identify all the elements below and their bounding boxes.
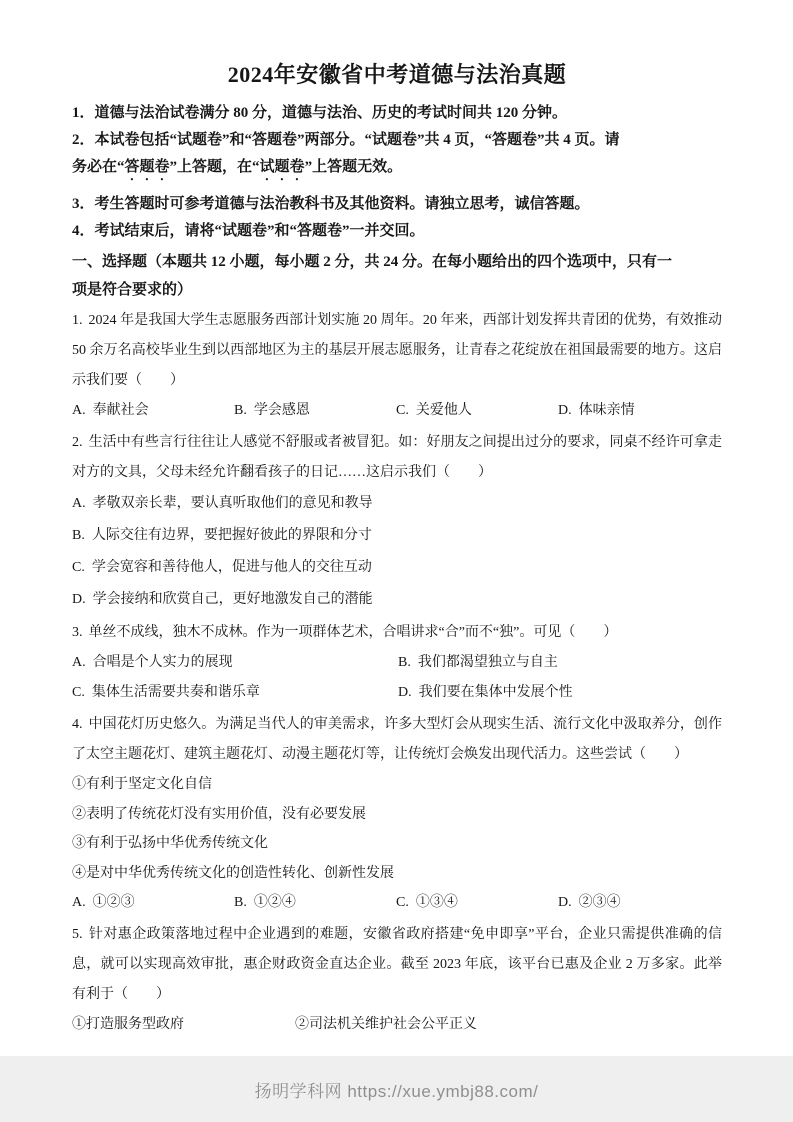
- question-3-number: 3.: [72, 625, 83, 640]
- question-1-stem: [72, 306, 722, 396]
- question-3-option-a: [72, 648, 398, 678]
- option-d-label: D.: [558, 895, 572, 910]
- notice-2-emphasized-question-sheet: 试题卷: [259, 159, 305, 175]
- question-3-stem-text: 单丝不成线，独木不成林。作为一项群体艺术，合唱讲求“合”而不“独”。可见（ ）: [88, 625, 618, 640]
- option-b-text: ①②④: [253, 895, 296, 910]
- question-4-option-a: [72, 888, 234, 918]
- question-3-option-c: [72, 678, 398, 708]
- option-d-label: D.: [558, 403, 572, 418]
- question-3-options-row-1: [72, 648, 722, 678]
- notice-4-text: 考试结束后，请将“试题卷”和“答题卷”一并交回。: [94, 223, 425, 239]
- option-c-text: ①③④: [415, 895, 458, 910]
- option-c-label: C.: [396, 895, 409, 910]
- option-b-text: 我们都渴望独立与自主: [417, 655, 558, 670]
- notice-2-part: ”上答题，在“: [169, 159, 260, 175]
- notice-2-emphasized-answer-sheet: 答题卷: [124, 159, 170, 175]
- question-5-stem: [72, 920, 722, 1010]
- question-2-stem-text: 生活中有些言行往往让人感觉不舒服或者被冒犯。如：好朋友之间提出过分的要求，同桌不经许可拿走对方的文具，父母未经允许翻看孩子的日记……这启示我们（ ）: [72, 435, 722, 480]
- notice-1-text: 道德与法治试卷满分 80 分，道德与法治、历史的考试时间共 120 分钟。: [94, 105, 568, 121]
- question-1-number: 1.: [72, 313, 83, 328]
- notice-3-number: 3．: [72, 196, 95, 212]
- question-4: [72, 710, 722, 918]
- question-2-option-c: [72, 552, 722, 584]
- question-1-options: [72, 396, 722, 426]
- question-1: [72, 306, 722, 426]
- question-3: [72, 618, 722, 708]
- question-1-option-a: [72, 396, 234, 426]
- question-4-statement-1: ①有利于坚定文化自信: [72, 777, 212, 792]
- question-4-statement-2: ②表明了传统花灯没有实用价值，没有必要发展: [72, 806, 366, 822]
- option-d-text: 学会接纳和欣赏自己，更好地激发自己的潜能: [92, 592, 373, 607]
- notice-2-part: 务必在“: [72, 159, 125, 175]
- option-b-label: B.: [398, 655, 411, 670]
- page-title: 2024年安徽省中考道德与法治真题: [227, 62, 567, 87]
- notice-4-number: 4．: [72, 223, 95, 239]
- section-header-line-2: 项是符合要求的）: [72, 281, 193, 298]
- option-b-text: 人际交往有边界，要把握好彼此的界限和分寸: [91, 528, 372, 543]
- question-4-number: 4.: [72, 717, 83, 732]
- question-2-stem: [72, 428, 722, 488]
- exam-notice-1: [72, 100, 722, 127]
- option-a-label: A.: [72, 496, 86, 511]
- option-a-text: 合唱是个人实力的展现: [92, 655, 233, 670]
- option-a-label: A.: [72, 655, 86, 670]
- notice-1-number: 1．: [72, 105, 95, 121]
- question-4-option-d: [558, 888, 722, 918]
- question-5-statement-1: ①打造服务型政府: [72, 1017, 184, 1032]
- option-d-text: 体味亲情: [578, 403, 635, 418]
- notice-3-text: 考生答题时可参考道德与法治教科书及其他资料。请独立思考，诚信答题。: [94, 196, 590, 212]
- question-5-statements-row: [72, 1010, 722, 1040]
- exam-notice-2-line-1: [72, 127, 722, 154]
- option-b-label: B.: [72, 528, 85, 543]
- question-2-option-a: [72, 488, 722, 520]
- option-d-label: D.: [398, 685, 412, 700]
- question-3-options-row-2: [72, 678, 722, 708]
- exam-notice-2-line-2: [72, 154, 722, 184]
- question-3-option-b: [398, 648, 722, 678]
- footer-site-credit: 扬明学科网 https://xue.ymbj88.com/: [254, 1081, 539, 1101]
- footer-bar: [0, 1056, 793, 1122]
- question-4-statement-3: ③有利于弘扬中华优秀传统文化: [72, 836, 268, 851]
- question-5-number: 5.: [72, 927, 83, 942]
- question-4-option-b: [234, 888, 396, 918]
- option-a-text: 奉献社会: [92, 403, 149, 418]
- exam-notice-3: [72, 191, 722, 218]
- question-5-statement-2: ②司法机关维护社会公平正义: [295, 1017, 477, 1032]
- option-c-label: C.: [72, 560, 85, 575]
- exam-notice-4: [72, 218, 722, 245]
- option-c-label: C.: [72, 685, 85, 700]
- question-4-statement-4: ④是对中华优秀传统文化的创造性转化、创新性发展: [72, 865, 394, 881]
- question-4-option-c: [396, 888, 558, 918]
- option-b-text: 学会感恩: [253, 403, 310, 418]
- option-a-label: A.: [72, 895, 86, 910]
- option-b-label: B.: [234, 403, 247, 418]
- notice-2-number: 2．: [72, 132, 95, 148]
- option-a-label: A.: [72, 403, 86, 418]
- notice-2-text: 本试卷包括“试题卷”和“答题卷”两部分。“试题卷”共 4 页，“答题卷”共 4 页。请: [94, 132, 620, 148]
- question-2-number: 2.: [72, 435, 83, 450]
- question-4-stem-text: 中国花灯历史悠久。为满足当代人的审美需求，许多大型灯会从现实生活、流行文化中汲取养分，创作了太空主题花灯、建筑主题花灯、动漫主题花灯等，让传统灯会焕发出现代活力。这些尝试（ ）: [72, 717, 722, 762]
- option-a-text: 孝敬双亲长辈，要认真听取他们的意见和教导: [92, 496, 373, 511]
- section-header-line-1: 一、选择题（本题共 12 小题，每小题 2 分，共 24 分。在每小题给出的四个选项中，只有一: [72, 254, 673, 270]
- question-1-option-b: [234, 396, 396, 426]
- question-4-stem: [72, 710, 722, 770]
- option-b-label: B.: [234, 895, 247, 910]
- option-c-label: C.: [396, 403, 409, 418]
- question-1-option-c: [396, 396, 558, 426]
- question-2: [72, 428, 722, 616]
- option-a-text: ①②③: [92, 895, 135, 910]
- option-c-text: 学会宽容和善待他人，促进与他人的交往互动: [91, 560, 372, 575]
- notice-2-part: ”上答题无效。: [304, 159, 403, 175]
- question-3-option-d: [398, 678, 722, 708]
- question-3-stem: [72, 618, 722, 648]
- option-d-label: D.: [72, 592, 86, 607]
- question-5: [72, 920, 722, 1040]
- question-1-option-d: [558, 396, 722, 426]
- question-4-options: [72, 888, 722, 918]
- question-2-option-d: [72, 584, 722, 616]
- question-1-stem-text: 2024 年是我国大学生志愿服务西部计划实施 20 周年。20 年来，西部计划发挥共青团的优势，有效推动 50 余万名高校毕业生到以西部地区为主的基层开展志愿服务，让青春之花绽放在祖国最需要的地方。这启示我们要（ ）: [72, 313, 722, 388]
- option-c-text: 集体生活需要共奏和谐乐章: [91, 685, 260, 700]
- question-5-stem-text: 针对惠企政策落地过程中企业遇到的难题，安徽省政府搭建“免申即享”平台，企业只需提供准确的信息，就可以实现高效审批，惠企财政资金直达企业。截至 2023 年底，该平台已惠及企业 2 万多家。此举有利于（ ）: [72, 927, 722, 1002]
- question-2-option-b: [72, 520, 722, 552]
- option-d-text: 我们要在集体中发展个性: [418, 685, 573, 700]
- option-d-text: ②③④: [578, 895, 621, 910]
- option-c-text: 关爱他人: [415, 403, 472, 418]
